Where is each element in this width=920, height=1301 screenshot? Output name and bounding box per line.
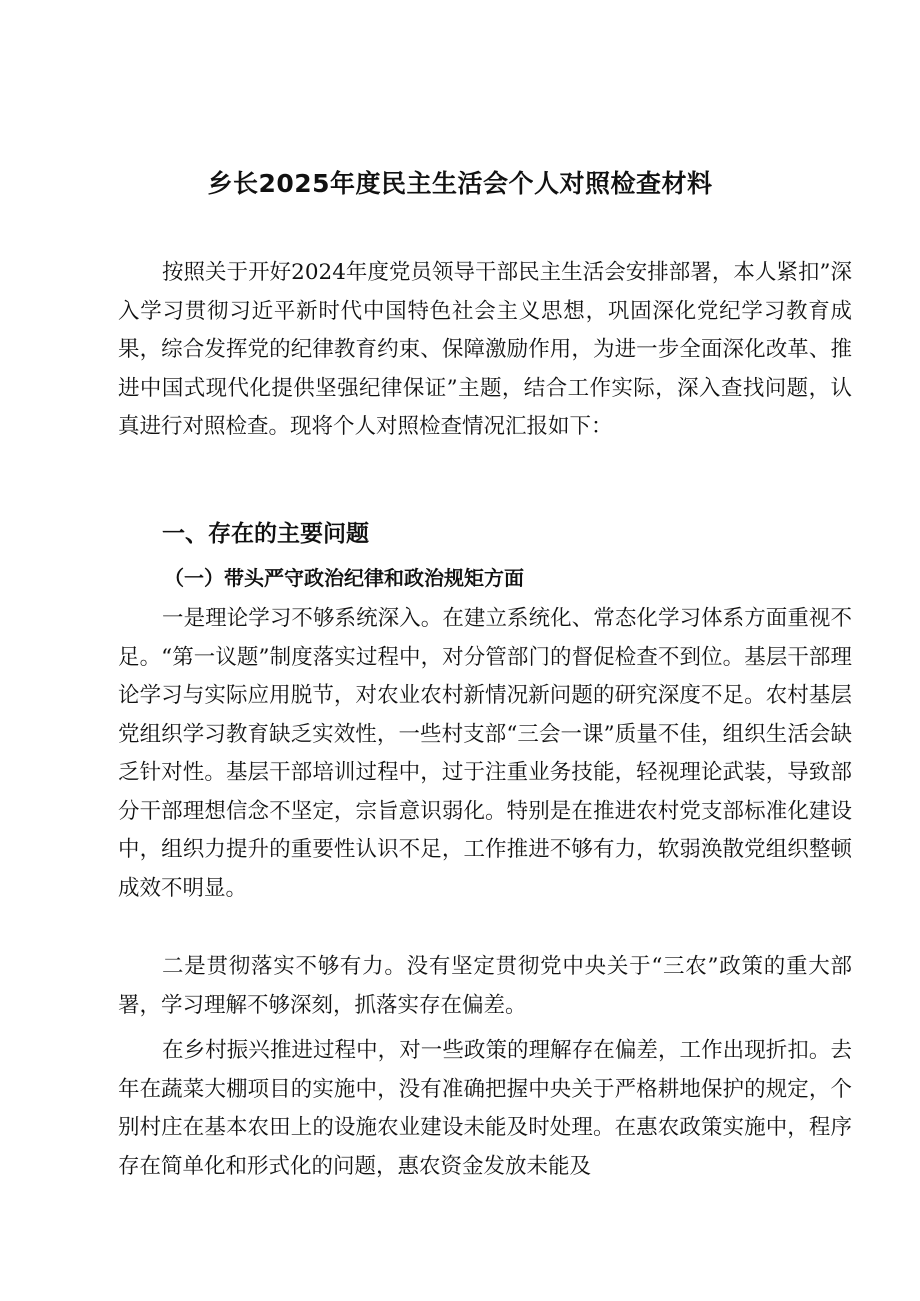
paragraph-theory-study: 一是理论学习不够系统深入。在建立系统化、常态化学习体系方面重视不足。“第一议题”制度落实过程中，对分管部门的督促检查不到位。基层干部理论学习与实际应用脱节，对农业农村新情况新问题的研究深度不足。农村基层党组织学习教育缺乏实效性，一些村支部“三会一课”质量不佳，组织生活会缺乏针对性。基层干部培训过程中，过于注重业务技能，轻视理论武装，导致部分干部理想信念不坚定，宗旨意识弱化。特别是在推进农村党支部标准化建设中，组织力提升的重要性认识不足，工作推进不够有力，软弱涣散党组织整顿成效不明显。 [118, 606, 852, 901]
section-heading: 一、存在的主要问题 [162, 521, 369, 547]
paragraph-implementation: 二是贯彻落实不够有力。没有坚定贯彻党中央关于“三农”政策的重大部署，学习理解不够深刻，抓落实存在偏差。 [118, 954, 852, 1018]
intro-paragraph: 按照关于开好2024年度党员领导干部民主生活会安排部署，本人紧扣”深入学习贯彻习近平新时代中国特色社会主义思想，巩固深化党纪学习教育成果，综合发挥党的纪律教育约束、保障激励作用，为进一步全面深化改革、推进中国式现代化提供坚强纪律保证”主题，结合工作实际，深入查找问题，认真进行对照检查。现将个人对照检查情况汇报如下： [118, 260, 852, 439]
document-title: 乡长2025年度民主生活会个人对照检查材料 [207, 169, 713, 198]
subsection-heading: （一）带头严守政治纪律和政治规矩方面 [164, 566, 524, 590]
paragraph-rural-revitalization: 在乡村振兴推进过程中，对一些政策的理解存在偏差，工作出现折扣。去年在蔬菜大棚项目的实施中，没有准确把握中央关于严格耕地保护的规定，个别村庄在基本农田上的设施农业建设未能及时处理。在惠农政策实施中，程序存在简单化和形式化的问题，惠农资金发放未能及 [118, 1038, 852, 1179]
